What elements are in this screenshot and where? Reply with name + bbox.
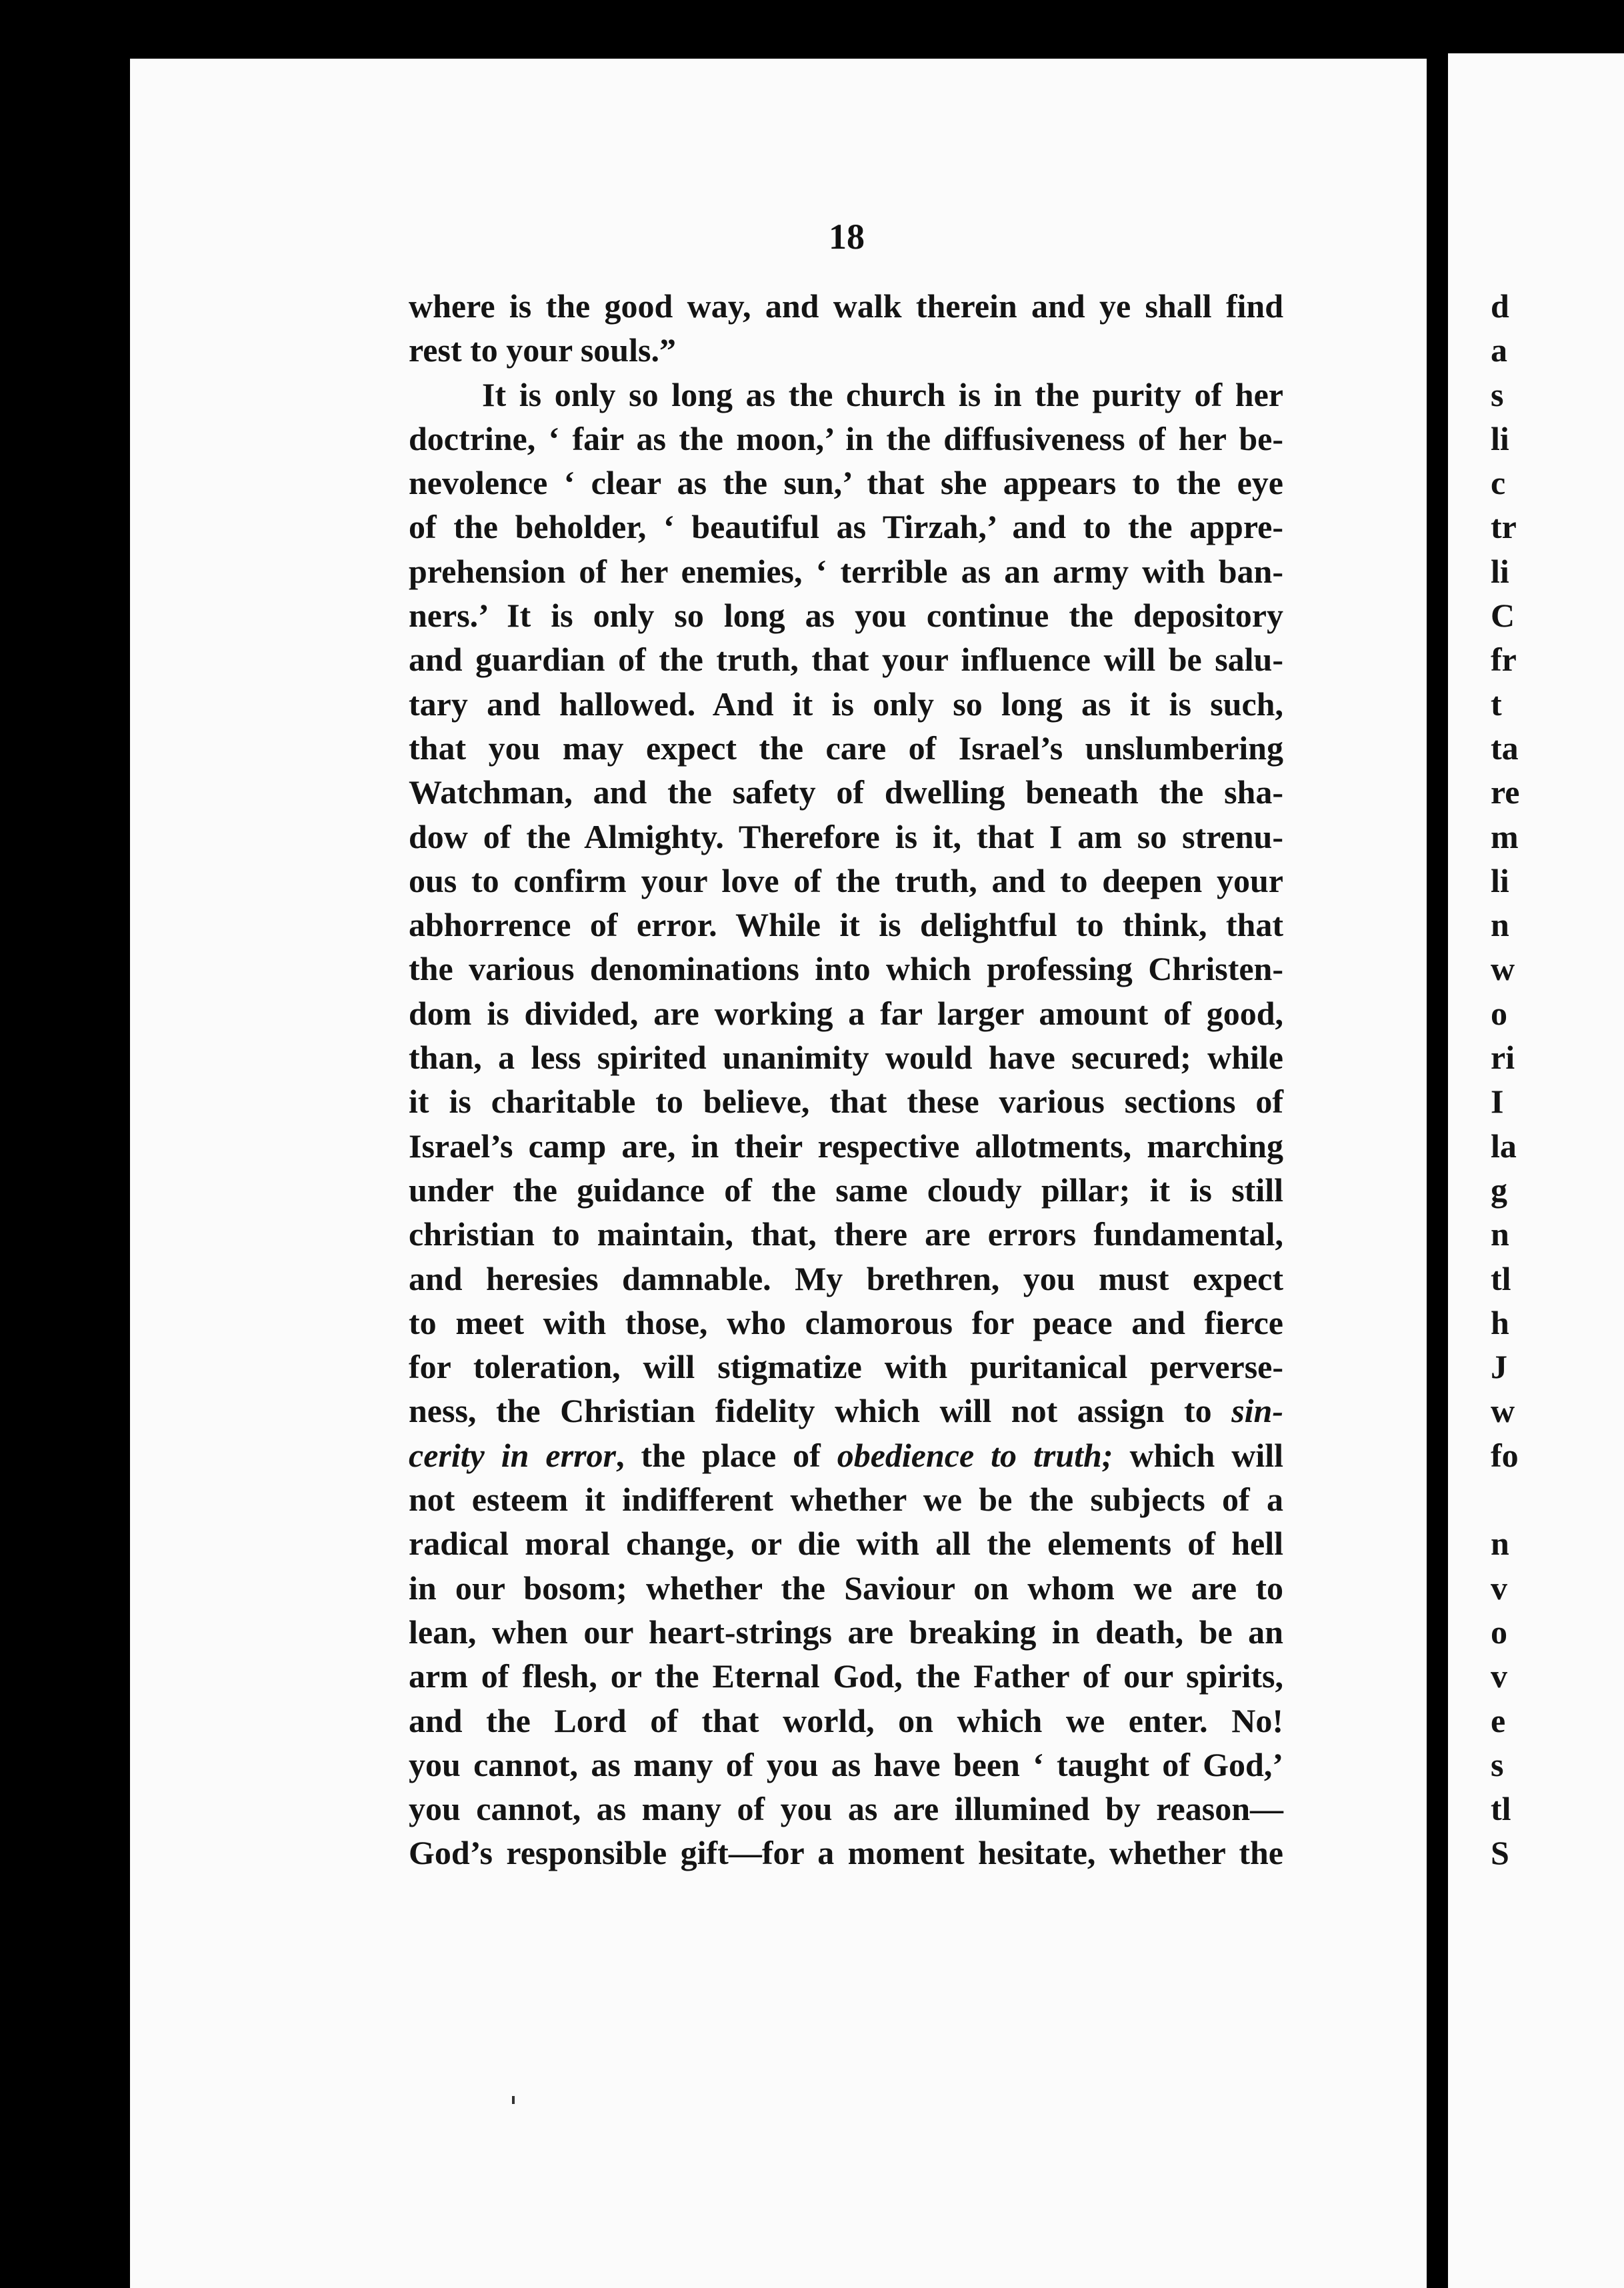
- page-body-text: [409, 284, 1283, 1897]
- next-page-fragment: s: [1491, 375, 1504, 413]
- text-line-9: and guardian of the truth, that your influence will be salu-: [409, 641, 1283, 679]
- next-page-fragment: ri: [1491, 1039, 1515, 1077]
- text-line-32: arm of flesh, or the Eternal God, the Father of our spirits,: [409, 1657, 1283, 1695]
- next-page-fragment: w: [1491, 1392, 1515, 1430]
- next-page-fragment: s: [1491, 1745, 1504, 1783]
- text-line-19: it is charitable to believe, that these various sections of: [409, 1083, 1283, 1121]
- text-line-14: ous to confirm your love of the truth, and to deepen your: [409, 861, 1283, 899]
- text-line-11: that you may expect the care of Israel’s unslumbering: [409, 729, 1283, 767]
- text-line-27: [409, 1433, 1283, 1477]
- next-page-fragment: li: [1491, 552, 1509, 590]
- italic-cerity-in-error: cerity in error: [409, 1436, 616, 1474]
- next-page-fragment: li: [1491, 419, 1509, 457]
- gutter-arrow-mark: [1427, 613, 1435, 625]
- next-page-fragment: d: [1491, 287, 1509, 325]
- text-line-12: Watchman, and the safety of dwelling beneath the sha-: [409, 773, 1283, 811]
- next-page-fragments: [1491, 284, 1624, 1875]
- text-line-21: under the guidance of the same cloudy pillar; it is still: [409, 1171, 1283, 1209]
- text-line-26-roman: ness, the Christian fidelity which will not assign to: [409, 1392, 1212, 1430]
- italic-obedience-to-truth: obedience to truth;: [837, 1436, 1113, 1474]
- text-line-6: of the beholder, ‘ beautiful as Tirzah,’ and to the appre-: [409, 508, 1283, 546]
- text-line-3: It is only so long as the church is in the purity of her: [482, 375, 1283, 413]
- text-line-18: than, a less spirited unanimity would have secured; while: [409, 1039, 1283, 1077]
- next-page-fragment: e: [1491, 1701, 1506, 1739]
- next-page-fragment: S: [1491, 1834, 1509, 1872]
- text-line-2: rest to your souls.”: [409, 331, 676, 369]
- next-page-fragment: J: [1491, 1348, 1507, 1386]
- italic-sin: sin-: [1231, 1392, 1283, 1430]
- text-line-26: [409, 1389, 1283, 1433]
- text-line-29: radical moral change, or die with all the elements of hell: [409, 1525, 1283, 1563]
- next-page-fragment: [1491, 1477, 1624, 1521]
- next-page-fragment: C: [1491, 597, 1515, 635]
- next-page-fragment: ta: [1491, 729, 1519, 767]
- next-page-fragment: fr: [1491, 641, 1517, 679]
- text-line-1: where is the good way, and walk therein and ye shall find: [409, 287, 1283, 325]
- next-page-fragment: n: [1491, 1525, 1509, 1563]
- stray-ink-mark: [512, 2096, 515, 2104]
- text-line-30: in our bosom; whether the Saviour on whom we are to: [409, 1569, 1283, 1607]
- text-line-35: you cannot, as many of you as are illumined by reason—: [409, 1790, 1283, 1828]
- next-page-fragment: la: [1491, 1127, 1517, 1165]
- next-page-fragment: tl: [1491, 1790, 1511, 1828]
- text-line-34: you cannot, as many of you as have been ‘ taught of God,’: [409, 1745, 1283, 1783]
- next-page-fragment: fo: [1491, 1436, 1519, 1474]
- next-page-fragment: c: [1491, 464, 1506, 502]
- text-line-24: to meet with those, who clamorous for peace and fierce: [409, 1303, 1283, 1341]
- text-line-16: the various denominations into which professing Christen-: [409, 950, 1283, 988]
- text-line-17: dom is divided, are working a far larger amount of good,: [409, 994, 1283, 1032]
- next-page-fragment: g: [1491, 1171, 1507, 1209]
- text-line-31: lean, when our heart-strings are breaking in death, be an: [409, 1613, 1283, 1651]
- text-line-5: nevolence ‘ clear as the sun,’ that she appears to the eye: [409, 464, 1283, 502]
- text-line-7: prehension of her enemies, ‘ terrible as an army with ban-: [409, 552, 1283, 590]
- next-page-fragment: t: [1491, 685, 1502, 723]
- text-line-15: abhorrence of error. While it is delightful to think, that: [409, 906, 1283, 944]
- next-page-fragment: n: [1491, 1215, 1509, 1253]
- text-line-23: and heresies damnable. My brethren, you must expect: [409, 1259, 1283, 1297]
- text-line-33: and the Lord of that world, on which we enter. No!: [409, 1701, 1283, 1739]
- next-page-fragment: o: [1491, 1613, 1507, 1651]
- text-line-25: for toleration, will stigmatize with puritanical perverse-: [409, 1348, 1283, 1386]
- page-number: 18: [829, 217, 865, 257]
- next-page-fragment: tr: [1491, 508, 1517, 546]
- text-line-27-mid: , the place of: [616, 1436, 821, 1474]
- next-page-fragment: I: [1491, 1083, 1504, 1121]
- next-page-fragment: o: [1491, 994, 1507, 1032]
- next-page-fragment: li: [1491, 861, 1509, 899]
- next-page-fragment: a: [1491, 331, 1507, 369]
- next-page-fragment: m: [1491, 817, 1519, 855]
- text-line-13: dow of the Almighty. Therefore is it, that I am so strenu-: [409, 817, 1283, 855]
- next-page-fragment: n: [1491, 906, 1509, 944]
- next-page-fragment: h: [1491, 1303, 1509, 1341]
- text-line-4: doctrine, ‘ fair as the moon,’ in the diffusiveness of her be-: [409, 419, 1283, 457]
- text-line-20: Israel’s camp are, in their respective allotments, marching: [409, 1127, 1283, 1165]
- text-line-27-end: which will: [1129, 1436, 1284, 1474]
- text-line-28: not esteem it indifferent whether we be the subjects of a: [409, 1481, 1283, 1519]
- text-line-22: christian to maintain, that, there are errors fundamental,: [409, 1215, 1283, 1253]
- next-page-fragment: w: [1491, 950, 1515, 988]
- next-page-fragment: v: [1491, 1569, 1507, 1607]
- text-line-36: God’s responsible gift—for a moment hesitate, whether the: [409, 1834, 1283, 1872]
- next-page-fragment: tl: [1491, 1259, 1511, 1297]
- next-page-fragment: re: [1491, 773, 1520, 811]
- text-line-8: ners.’ It is only so long as you continue the depository: [409, 597, 1283, 635]
- next-page-fragment: v: [1491, 1657, 1507, 1695]
- text-line-10: tary and hallowed. And it is only so long as it is such,: [409, 685, 1283, 723]
